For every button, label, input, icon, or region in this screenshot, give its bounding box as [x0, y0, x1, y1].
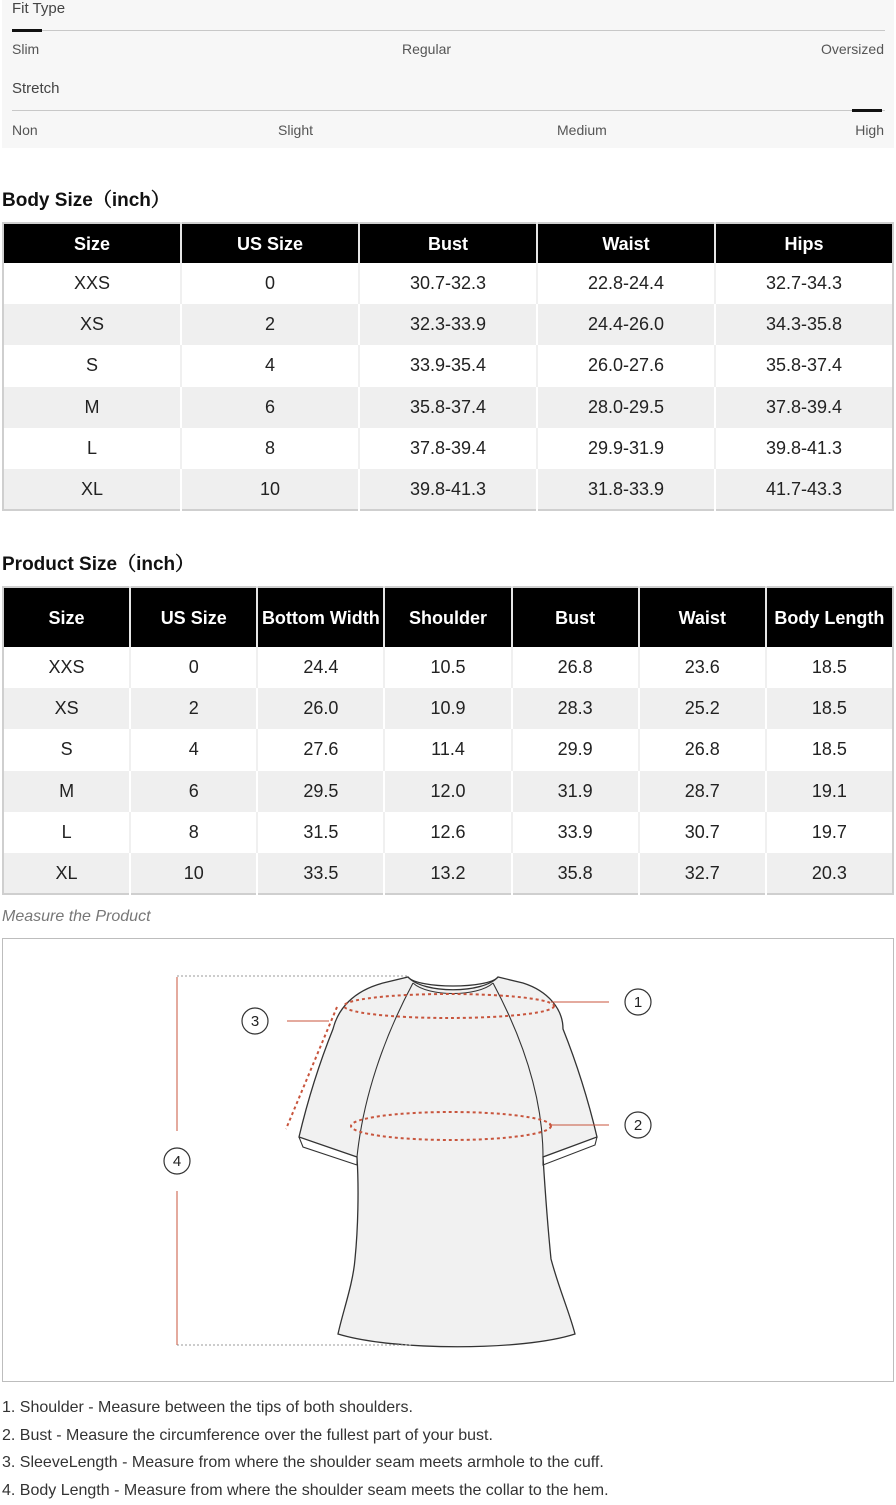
- table-cell: 6: [181, 387, 359, 428]
- column-header: Body Length: [766, 587, 893, 647]
- table-cell: 30.7-32.3: [359, 263, 537, 304]
- product-size-title: [2, 549, 194, 576]
- table-cell: 32.7-34.3: [715, 263, 893, 304]
- column-header: US Size: [130, 587, 257, 647]
- body-size-title: [2, 185, 170, 212]
- table-cell: 26.0: [257, 688, 384, 729]
- note-body-length: 4. Body Length - Measure from where the shoulder seam meets the collar to the hem.: [2, 1482, 609, 1500]
- table-cell: 27.6: [257, 729, 384, 770]
- table-cell: 39.8-41.3: [715, 428, 893, 469]
- column-header: US Size: [181, 223, 359, 263]
- table-cell: 33.9-35.4: [359, 345, 537, 386]
- table-row: [3, 771, 893, 812]
- column-header: Shoulder: [384, 587, 511, 647]
- table-cell: 10: [181, 469, 359, 510]
- table-header-row: [3, 223, 893, 263]
- table-cell: 10: [130, 853, 257, 894]
- table-cell: 22.8-24.4: [537, 263, 715, 304]
- column-header: Bust: [359, 223, 537, 263]
- table-cell: 37.8-39.4: [359, 428, 537, 469]
- table-cell: 32.3-33.9: [359, 304, 537, 345]
- table-cell: S: [3, 729, 130, 770]
- stretch-marker: [852, 109, 882, 112]
- table-row: [3, 304, 893, 345]
- fit-type-track: [12, 30, 885, 31]
- table-cell: 28.0-29.5: [537, 387, 715, 428]
- column-header: Bottom Width: [257, 587, 384, 647]
- stretch-label-medium: Medium: [557, 122, 607, 138]
- table-cell: 29.5: [257, 771, 384, 812]
- table-cell: 35.8-37.4: [715, 345, 893, 386]
- table-cell: 31.8-33.9: [537, 469, 715, 510]
- table-cell: 12.0: [384, 771, 511, 812]
- column-header: Hips: [715, 223, 893, 263]
- table-cell: L: [3, 812, 130, 853]
- table-cell: M: [3, 771, 130, 812]
- table-cell: 30.7: [639, 812, 766, 853]
- table-cell: 26.0-27.6: [537, 345, 715, 386]
- table-cell: 0: [130, 647, 257, 688]
- table-cell: 24.4-26.0: [537, 304, 715, 345]
- table-header-row: [3, 587, 893, 647]
- table-cell: 23.6: [639, 647, 766, 688]
- table-cell: XS: [3, 304, 181, 345]
- table-cell: 31.5: [257, 812, 384, 853]
- table-cell: 28.7: [639, 771, 766, 812]
- fit-label-slim: Slim: [12, 41, 40, 57]
- table-cell: 26.8: [512, 647, 639, 688]
- table-row: [3, 812, 893, 853]
- table-row: [3, 387, 893, 428]
- note-sleeve-length: 3. SleeveLength - Measure from where the shoulder seam meets armhole to the cuff.: [2, 1454, 604, 1472]
- fit-label-oversized: Oversized: [820, 41, 884, 57]
- table-cell: 29.9-31.9: [537, 428, 715, 469]
- table-row: [3, 647, 893, 688]
- table-cell: M: [3, 387, 181, 428]
- table-cell: XXS: [3, 647, 130, 688]
- table-cell: 13.2: [384, 853, 511, 894]
- body-size-title-text: Body Size: [2, 190, 93, 211]
- table-cell: 18.5: [766, 647, 893, 688]
- table-cell: 8: [181, 428, 359, 469]
- product-size-title-text: Product Size: [2, 554, 118, 575]
- table-row: [3, 853, 893, 894]
- table-cell: XXS: [3, 263, 181, 304]
- table-cell: 2: [181, 304, 359, 345]
- callout-1-label: 1: [633, 994, 643, 1011]
- stretch-label-non: Non: [12, 122, 38, 138]
- table-cell: 25.2: [639, 688, 766, 729]
- table-cell: XS: [3, 688, 130, 729]
- product-size-table: [2, 586, 894, 895]
- table-cell: 31.9: [512, 771, 639, 812]
- column-header: Bust: [512, 587, 639, 647]
- fit-panel: [2, 0, 894, 148]
- callout-4-label: 4: [172, 1153, 182, 1170]
- table-cell: 11.4: [384, 729, 511, 770]
- table-cell: 4: [181, 345, 359, 386]
- table-cell: 41.7-43.3: [715, 469, 893, 510]
- measure-notes: [2, 1394, 609, 1505]
- table-cell: 0: [181, 263, 359, 304]
- table-cell: 33.5: [257, 853, 384, 894]
- table-cell: 29.9: [512, 729, 639, 770]
- stretch-track: [12, 110, 885, 111]
- table-cell: 19.1: [766, 771, 893, 812]
- table-cell: 35.8-37.4: [359, 387, 537, 428]
- body-size-table: [2, 222, 894, 511]
- table-row: [3, 263, 893, 304]
- table-cell: 39.8-41.3: [359, 469, 537, 510]
- note-shoulder: 1. Shoulder - Measure between the tips of both shoulders.: [2, 1399, 413, 1416]
- table-row: [3, 729, 893, 770]
- table-row: [3, 345, 893, 386]
- body-size-unit: （inch）: [92, 190, 170, 211]
- table-row: [3, 469, 893, 510]
- table-cell: 4: [130, 729, 257, 770]
- table-cell: 6: [130, 771, 257, 812]
- table-cell: 24.4: [257, 647, 384, 688]
- table-row: [3, 428, 893, 469]
- stretch-label-high: High: [855, 122, 884, 138]
- table-cell: 37.8-39.4: [715, 387, 893, 428]
- note-bust: 2. Bust - Measure the circumference over the fullest part of your bust.: [2, 1426, 493, 1444]
- table-cell: 2: [130, 688, 257, 729]
- callout-2-label: 2: [633, 1117, 643, 1134]
- table-cell: 34.3-35.8: [715, 304, 893, 345]
- table-cell: 26.8: [639, 729, 766, 770]
- callout-3-label: 3: [250, 1013, 260, 1030]
- table-row: [3, 688, 893, 729]
- column-header: Waist: [537, 223, 715, 263]
- table-cell: 28.3: [512, 688, 639, 729]
- table-cell: 19.7: [766, 812, 893, 853]
- table-cell: 20.3: [766, 853, 893, 894]
- table-cell: 10.9: [384, 688, 511, 729]
- column-header: Size: [3, 223, 181, 263]
- column-header: Waist: [639, 587, 766, 647]
- fit-type-title: Fit Type: [12, 0, 66, 17]
- table-cell: L: [3, 428, 181, 469]
- table-cell: XL: [3, 469, 181, 510]
- table-cell: XL: [3, 853, 130, 894]
- table-cell: 33.9: [512, 812, 639, 853]
- table-cell: 32.7: [639, 853, 766, 894]
- stretch-label-slight: Slight: [278, 122, 314, 138]
- table-cell: 10.5: [384, 647, 511, 688]
- fit-type-marker: [12, 29, 42, 32]
- table-cell: 35.8: [512, 853, 639, 894]
- measure-diagram: [2, 938, 894, 1382]
- table-cell: S: [3, 345, 181, 386]
- column-header: Size: [3, 587, 130, 647]
- stretch-title: Stretch: [12, 80, 60, 97]
- table-cell: 8: [130, 812, 257, 853]
- diagram-caption: Measure the Product: [2, 908, 151, 925]
- table-cell: 18.5: [766, 729, 893, 770]
- table-cell: 12.6: [384, 812, 511, 853]
- fit-label-regular: Regular: [402, 41, 452, 57]
- product-size-unit: （inch）: [117, 554, 195, 575]
- table-cell: 18.5: [766, 688, 893, 729]
- tshirt-diagram: [3, 939, 893, 1381]
